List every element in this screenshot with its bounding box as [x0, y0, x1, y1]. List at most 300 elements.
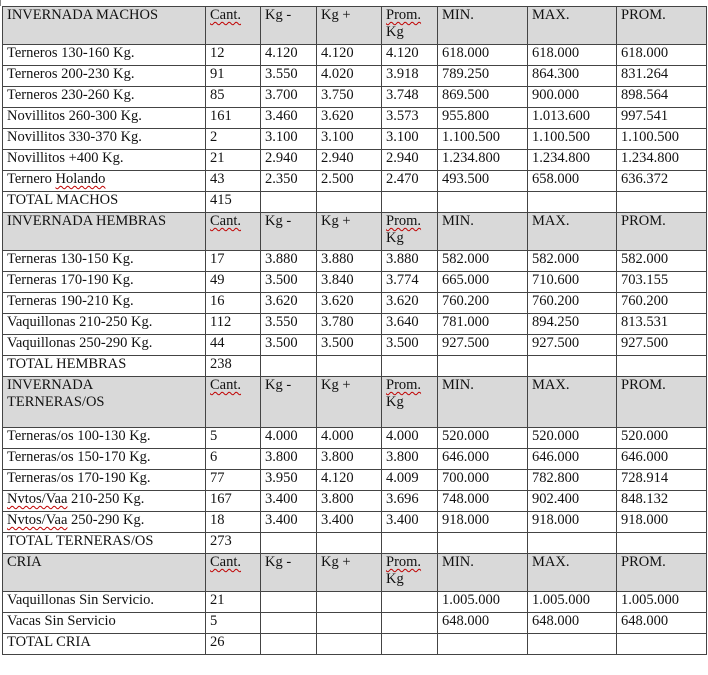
- table-row: [3, 512, 707, 533]
- cell-cant: [206, 66, 261, 87]
- cell-kg-max: [317, 150, 382, 171]
- col-header-cant-label: Cant.: [210, 554, 242, 570]
- empty-cell: [382, 533, 438, 554]
- col-header-kg-max: [317, 377, 382, 428]
- total-label: TOTAL HEMBRAS: [3, 356, 206, 377]
- cell-name: [3, 251, 206, 272]
- cell-kg-min: [261, 45, 317, 66]
- cell-value: 2.350: [265, 171, 298, 187]
- cell-value: 582.000: [621, 251, 669, 267]
- cell-value: 1.100.500: [532, 129, 590, 145]
- cell-max: [528, 335, 617, 356]
- cell-kg-min: [261, 251, 317, 272]
- cell-value: 898.564: [621, 87, 669, 103]
- cell-value: 748.000: [442, 491, 490, 507]
- empty-cell: [382, 634, 438, 655]
- col-header-kg-line: Kg: [386, 24, 404, 40]
- cell-min: [438, 45, 528, 66]
- cell-kg-max: [317, 293, 382, 314]
- empty-cell: [438, 634, 528, 655]
- cell-value: 1.100.500: [442, 129, 500, 145]
- cell-max: [528, 470, 617, 491]
- empty-cell: [438, 533, 528, 554]
- empty-cell: [438, 192, 528, 213]
- cell-kg-min: [261, 491, 317, 512]
- cell-cant: [206, 272, 261, 293]
- cell-cant: [206, 428, 261, 449]
- col-header-kg-line: Kg: [386, 571, 404, 587]
- cell-max: [528, 449, 617, 470]
- cell-value: 2.940: [321, 150, 354, 166]
- table-row: [3, 272, 707, 293]
- cell-value: 21: [210, 150, 225, 166]
- col-header-prom: [617, 7, 707, 45]
- cell-cant: [206, 592, 261, 613]
- cell-min: [438, 428, 528, 449]
- col-header-min-label: MIN.: [442, 554, 474, 570]
- cell-value: 3.620: [265, 293, 298, 309]
- cell-value: 3.550: [265, 66, 298, 82]
- empty-cell: [617, 356, 707, 377]
- cell-value: 21: [210, 592, 225, 608]
- table-row: [3, 592, 707, 613]
- price-report-sheet: [2, 6, 706, 655]
- empty-cell: [617, 192, 707, 213]
- cell-value: 3.460: [265, 108, 298, 124]
- cell-value: Terneros 130-160 Kg.: [7, 45, 135, 61]
- cell-value: 1.005.000: [442, 592, 500, 608]
- cell-prom-kg: [382, 335, 438, 356]
- cell-prom: [617, 45, 707, 66]
- cell-value: 831.264: [621, 66, 669, 82]
- cell-value: 44: [210, 335, 225, 351]
- cell-value: 646.000: [621, 449, 669, 465]
- cell-kg-min: [261, 87, 317, 108]
- cell-prom: [617, 512, 707, 533]
- cell-min: [438, 470, 528, 491]
- cell-min: [438, 129, 528, 150]
- col-header-kg-line: Kg: [386, 394, 404, 410]
- section-header-row: [3, 213, 707, 251]
- cell-value: 813.531: [621, 314, 669, 330]
- cell-value: 3.774: [386, 272, 419, 288]
- cell-value: 1.005.000: [621, 592, 679, 608]
- col-header-kg-max: [317, 7, 382, 45]
- cell-value: 927.500: [442, 335, 490, 351]
- cell-prom-kg: [382, 428, 438, 449]
- cell-kg-max: [317, 87, 382, 108]
- cell-min: [438, 592, 528, 613]
- cell-prom-kg: [382, 87, 438, 108]
- cell-value: Nvtos/Vaa 210-250 Kg.: [7, 491, 145, 507]
- col-header-prom-kg: [382, 7, 438, 45]
- cell-value: 728.914: [621, 470, 669, 486]
- table-row: [3, 491, 707, 512]
- cell-value: Terneras 130-150 Kg.: [7, 251, 134, 267]
- cell-cant: [206, 293, 261, 314]
- cell-kg-max: [317, 335, 382, 356]
- empty-cell: [317, 192, 382, 213]
- cell-max: [528, 592, 617, 613]
- cell-value: 3.918: [386, 66, 419, 82]
- cell-value: 1.234.800: [621, 150, 679, 166]
- cell-prom-kg: [382, 251, 438, 272]
- cell-value: 582.000: [442, 251, 490, 267]
- cell-prom-kg: [382, 491, 438, 512]
- cell-value: 493.500: [442, 171, 490, 187]
- cell-value: 77: [210, 470, 225, 486]
- cell-min: [438, 512, 528, 533]
- cell-value: 782.800: [532, 470, 580, 486]
- cell-prom-kg: [382, 66, 438, 87]
- total-count: 415: [206, 192, 261, 213]
- cell-min: [438, 108, 528, 129]
- cell-min: [438, 66, 528, 87]
- cell-cant: [206, 314, 261, 335]
- cell-value: 3.100: [265, 129, 298, 145]
- cell-prom: [617, 449, 707, 470]
- cell-prom: [617, 335, 707, 356]
- empty-cell: [438, 356, 528, 377]
- cell-value: Novillitos +400 Kg.: [7, 150, 124, 166]
- cell-value: 703.155: [621, 272, 669, 288]
- table-row: [3, 314, 707, 335]
- col-header-cant-label: Cant.: [210, 7, 242, 23]
- cell-kg-max: [317, 428, 382, 449]
- cell-name: [3, 512, 206, 533]
- cell-value: 582.000: [532, 251, 580, 267]
- section-header-row: [3, 554, 707, 592]
- col-header-kg-min: [261, 554, 317, 592]
- cell-kg-max: [317, 129, 382, 150]
- cell-value: 3.950: [265, 470, 298, 486]
- cell-value: 3.550: [265, 314, 298, 330]
- col-header-cant: [206, 377, 261, 428]
- total-row: [3, 192, 707, 213]
- cell-value: 1.234.800: [532, 150, 590, 166]
- cell-max: [528, 108, 617, 129]
- cell-value: 902.400: [532, 491, 580, 507]
- cell-name: [3, 491, 206, 512]
- cell-kg-min: [261, 449, 317, 470]
- cell-value: Terneras/os 170-190 Kg.: [7, 470, 151, 486]
- cell-prom-kg: [382, 45, 438, 66]
- cell-value: 3.573: [386, 108, 419, 124]
- col-header-prom: [617, 213, 707, 251]
- cell-prom-kg: [382, 129, 438, 150]
- col-header-max-label: MAX.: [532, 377, 570, 393]
- table-row: [3, 428, 707, 449]
- cell-value: 955.800: [442, 108, 490, 124]
- cell-cant: [206, 449, 261, 470]
- cell-max: [528, 171, 617, 192]
- total-label: TOTAL TERNERAS/OS: [3, 533, 206, 554]
- col-header-prom-line: Prom.: [386, 213, 422, 229]
- cell-value: 894.250: [532, 314, 580, 330]
- cell-max: [528, 87, 617, 108]
- cell-prom: [617, 87, 707, 108]
- cell-value: 91: [210, 66, 225, 82]
- cell-cant: [206, 129, 261, 150]
- cell-kg-max: [317, 449, 382, 470]
- table-body: [3, 7, 707, 655]
- col-header-cant: [206, 554, 261, 592]
- cell-value: 864.300: [532, 66, 580, 82]
- empty-cell: [317, 533, 382, 554]
- cell-min: [438, 335, 528, 356]
- cell-value: 3.640: [386, 314, 419, 330]
- cell-value: 4.000: [386, 428, 419, 444]
- cell-kg-min: [261, 66, 317, 87]
- cell-value: 4.120: [265, 45, 298, 61]
- cell-value: 4.000: [321, 428, 354, 444]
- cell-kg-max: [317, 272, 382, 293]
- cell-value: 618.000: [442, 45, 490, 61]
- cell-name: [3, 45, 206, 66]
- cell-cant: [206, 613, 261, 634]
- cell-value: 3.620: [321, 293, 354, 309]
- section-title: [3, 213, 206, 251]
- col-header-prom-kg: [382, 213, 438, 251]
- cell-value: 520.000: [532, 428, 580, 444]
- cell-value: Ternero Holando: [7, 171, 106, 187]
- cell-value: Terneras/os 100-130 Kg.: [7, 428, 151, 444]
- cell-prom: [617, 314, 707, 335]
- cell-cant: [206, 470, 261, 491]
- col-header-min-label: MIN.: [442, 7, 474, 23]
- table-row: [3, 45, 707, 66]
- col-header-kg-min-label: Kg -: [265, 554, 292, 570]
- total-count: 26: [206, 634, 261, 655]
- col-header-max-label: MAX.: [532, 213, 570, 229]
- cell-name: [3, 449, 206, 470]
- cell-cant: [206, 512, 261, 533]
- cell-value: 618.000: [532, 45, 580, 61]
- cell-value: 3.400: [386, 512, 419, 528]
- empty-cell: [382, 192, 438, 213]
- cell-value: 648.000: [532, 613, 580, 629]
- cell-value: 918.000: [442, 512, 490, 528]
- cell-value: 3.400: [265, 491, 298, 507]
- cell-max: [528, 66, 617, 87]
- cell-value: 520.000: [621, 428, 669, 444]
- cell-name: [3, 171, 206, 192]
- table-row: [3, 87, 707, 108]
- cell-value: 1.100.500: [621, 129, 679, 145]
- cell-prom: [617, 613, 707, 634]
- cell-prom: [617, 251, 707, 272]
- cell-prom-kg: [382, 293, 438, 314]
- col-header-prom: [617, 554, 707, 592]
- col-header-prom-label: PROM.: [621, 7, 666, 23]
- cell-value: 1.013.600: [532, 108, 590, 124]
- cell-kg-max: [317, 314, 382, 335]
- cell-kg-max: [317, 491, 382, 512]
- cell-name: [3, 293, 206, 314]
- cell-value: 3.620: [386, 293, 419, 309]
- col-header-prom-label: PROM.: [621, 213, 666, 229]
- cell-min: [438, 449, 528, 470]
- col-header-cant-label: Cant.: [210, 213, 242, 229]
- cell-value: 3.800: [265, 449, 298, 465]
- cell-max: [528, 129, 617, 150]
- cell-value: 3.780: [321, 314, 354, 330]
- col-header-kg-min-label: Kg -: [265, 213, 292, 229]
- empty-cell: [528, 192, 617, 213]
- cell-value: 112: [210, 314, 232, 330]
- cell-value: 869.500: [442, 87, 490, 103]
- section-title: [3, 377, 206, 428]
- col-header-min: [438, 7, 528, 45]
- cell-prom-kg: [382, 314, 438, 335]
- cell-kg-min: [261, 428, 317, 449]
- cell-value: 4.120: [321, 45, 354, 61]
- cell-value: 1.234.800: [442, 150, 500, 166]
- cell-prom: [617, 272, 707, 293]
- cell-max: [528, 512, 617, 533]
- col-header-kg-min-label: Kg -: [265, 377, 292, 393]
- cell-name: [3, 314, 206, 335]
- cell-kg-max: [317, 512, 382, 533]
- section-header-row: [3, 377, 707, 428]
- cell-kg-min: [261, 108, 317, 129]
- cell-value: Novillitos 260-300 Kg.: [7, 108, 142, 124]
- col-header-kg-max: [317, 213, 382, 251]
- cell-value: 760.200: [532, 293, 580, 309]
- table-row: [3, 449, 707, 470]
- cell-prom: [617, 171, 707, 192]
- cell-cant: [206, 150, 261, 171]
- cell-kg-min: [261, 592, 317, 613]
- cell-max: [528, 613, 617, 634]
- table-row: [3, 613, 707, 634]
- cell-value: Vaquillonas 210-250 Kg.: [7, 314, 153, 330]
- cell-prom: [617, 129, 707, 150]
- empty-cell: [261, 192, 317, 213]
- cell-name: [3, 87, 206, 108]
- cell-cant: [206, 491, 261, 512]
- cell-min: [438, 613, 528, 634]
- section-title-line: INVERNADA: [7, 377, 94, 393]
- cell-value: 18: [210, 512, 225, 528]
- col-header-cant-label: Cant.: [210, 377, 242, 393]
- col-header-max: [528, 7, 617, 45]
- col-header-cant: [206, 213, 261, 251]
- cell-max: [528, 491, 617, 512]
- cell-value: 3.880: [265, 251, 298, 267]
- cell-value: 3.400: [265, 512, 298, 528]
- cell-value: 16: [210, 293, 225, 309]
- cell-value: 918.000: [532, 512, 580, 528]
- cell-value: 3.800: [386, 449, 419, 465]
- cell-max: [528, 150, 617, 171]
- cell-value: Terneras 170-190 Kg.: [7, 272, 134, 288]
- cell-value: 4.020: [321, 66, 354, 82]
- cell-kg-max: [317, 45, 382, 66]
- table-row: [3, 470, 707, 491]
- empty-cell: [261, 356, 317, 377]
- cell-value: Novillitos 330-370 Kg.: [7, 129, 142, 145]
- cell-kg-max: [317, 251, 382, 272]
- cell-max: [528, 272, 617, 293]
- cell-value: Terneros 230-260 Kg.: [7, 87, 135, 103]
- cell-kg-max: [317, 66, 382, 87]
- cell-kg-min: [261, 335, 317, 356]
- cell-value: 3.100: [321, 129, 354, 145]
- cell-value: Vaquillonas Sin Servicio.: [7, 592, 155, 608]
- cell-value: 6: [210, 449, 218, 465]
- cell-value: 618.000: [621, 45, 669, 61]
- cell-value: 1.005.000: [532, 592, 590, 608]
- cell-min: [438, 171, 528, 192]
- cell-value: Terneras/os 150-170 Kg.: [7, 449, 151, 465]
- cell-prom-kg: [382, 470, 438, 491]
- cell-prom: [617, 150, 707, 171]
- cell-value: Terneras 190-210 Kg.: [7, 293, 134, 309]
- col-header-prom-line: Prom.: [386, 554, 422, 570]
- cell-cant: [206, 335, 261, 356]
- cell-value: 3.500: [321, 335, 354, 351]
- cell-cant: [206, 171, 261, 192]
- cell-value: 700.000: [442, 470, 490, 486]
- cell-kg-min: [261, 613, 317, 634]
- cell-kg-max: [317, 470, 382, 491]
- cell-value: 43: [210, 171, 225, 187]
- cell-prom-kg: [382, 592, 438, 613]
- cell-kg-min: [261, 470, 317, 491]
- empty-cell: [528, 356, 617, 377]
- cell-value: 85: [210, 87, 225, 103]
- table-row: [3, 293, 707, 314]
- cell-value: 665.000: [442, 272, 490, 288]
- cell-value: 3.800: [321, 491, 354, 507]
- cell-kg-max: [317, 171, 382, 192]
- cell-value: 658.000: [532, 171, 580, 187]
- cell-value: 2.940: [386, 150, 419, 166]
- cell-value: 760.200: [621, 293, 669, 309]
- cell-name: [3, 592, 206, 613]
- col-header-min-label: MIN.: [442, 377, 474, 393]
- col-header-prom-label: PROM.: [621, 554, 666, 570]
- total-label: TOTAL CRIA: [3, 634, 206, 655]
- cell-prom-kg: [382, 512, 438, 533]
- cell-kg-min: [261, 129, 317, 150]
- spellcheck-flag: Nvtos/Vaa: [7, 491, 68, 507]
- spellcheck-flag: Nvtos/Vaa: [7, 512, 68, 528]
- col-header-max-label: MAX.: [532, 7, 570, 23]
- cell-value: 710.600: [532, 272, 580, 288]
- col-header-prom-line: Prom.: [386, 377, 422, 393]
- cell-value: Vaquillonas 250-290 Kg.: [7, 335, 153, 351]
- cell-prom-kg: [382, 150, 438, 171]
- table-row: [3, 150, 707, 171]
- cell-value: 4.000: [265, 428, 298, 444]
- cell-value: 927.500: [532, 335, 580, 351]
- cell-kg-min: [261, 272, 317, 293]
- cell-value: 3.880: [321, 251, 354, 267]
- cell-value: 49: [210, 272, 225, 288]
- cell-value: 3.748: [386, 87, 419, 103]
- cell-min: [438, 87, 528, 108]
- section-title: [3, 554, 206, 592]
- cell-min: [438, 251, 528, 272]
- cell-kg-max: [317, 108, 382, 129]
- cell-value: 2.470: [386, 171, 419, 187]
- cell-prom-kg: [382, 613, 438, 634]
- col-header-kg-max-label: Kg +: [321, 554, 351, 570]
- cell-value: 646.000: [532, 449, 580, 465]
- cell-prom: [617, 66, 707, 87]
